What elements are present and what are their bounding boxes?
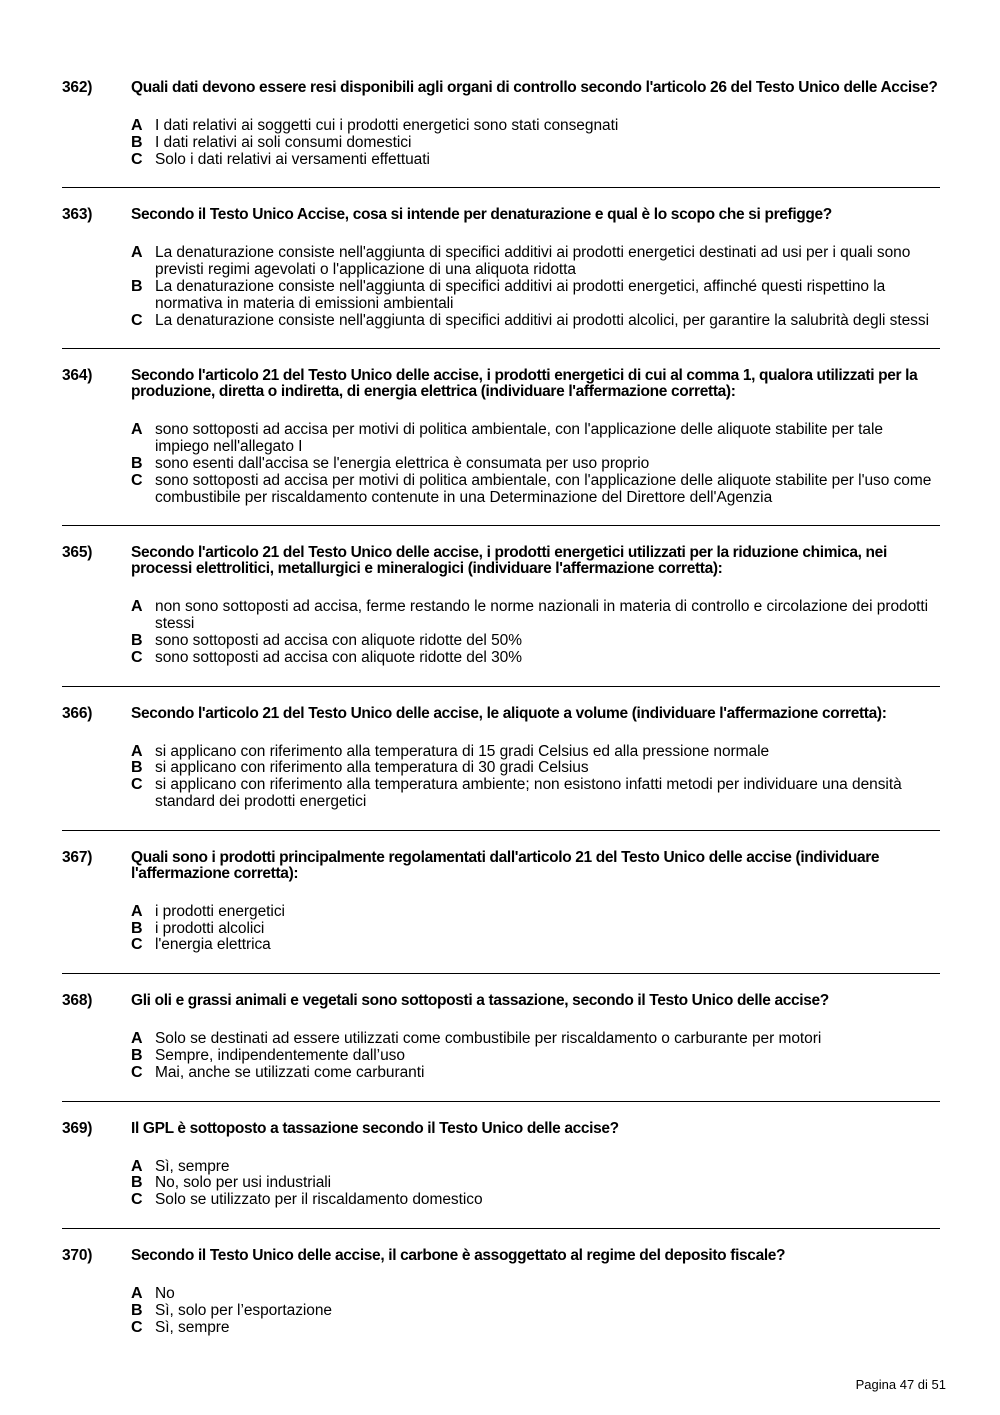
answer-letter: B [131,133,143,151]
answer-text: Sì, sempre [155,1157,230,1175]
answer-letter: B [131,454,143,472]
answer-letter: B [131,631,143,649]
question-header [62,850,940,882]
answer-text: I dati relativi ai soli consumi domestici [155,133,412,151]
answer-text: si applicano con riferimento alla temperatura di 30 gradi Celsius [155,759,589,777]
answer-letter: C [131,1063,143,1081]
answer-option [131,118,940,135]
answer-letter: A [131,902,143,920]
question-divider [62,1101,940,1102]
answer-text: l'energia elettrica [155,936,271,954]
question-text: Quali sono i prodotti principalmente regolamentati dall'articolo 21 del Testo Unico delle accise (individuare l'affermazione corretta): [131,848,880,882]
answer-letter: B [131,277,143,295]
answer-letter: C [131,936,143,954]
question-divider [62,525,940,526]
question-divider [62,830,940,831]
answer-text: Solo se utilizzato per il riscaldamento domestico [155,1191,483,1209]
answer-option [131,599,940,633]
answer-option [131,777,940,811]
question-text: Secondo l'articolo 21 del Testo Unico delle accise, i prodotti energetici di cui al comma 1, qualora utilizzati per la produzione, diretta o indiretta, di energia elettrica (individuare l'affermazione corretta): [131,367,918,401]
answer-option [131,633,940,650]
page-number: Pagina 47 di 51 [855,1377,946,1392]
answer-letter: B [131,919,143,937]
answer-option [131,279,940,313]
question-number: 365) [62,544,93,562]
answer-option [131,760,940,777]
answer-text: I dati relativi ai soggetti cui i prodotti energetici sono stati consegnati [155,117,619,134]
question-number: 362) [62,79,93,96]
answer-option [131,422,940,456]
question-block [62,207,940,329]
question-text: Quali dati devono essere resi disponibili agli organi di controllo secondo l'articolo 26 del Testo Unico delle Accise? [131,79,938,96]
answer-list [62,118,940,168]
answer-option [131,1031,940,1048]
answer-option [131,1286,940,1303]
answer-text: sono sottoposti ad accisa per motivi di politica ambientale, con l'applicazione delle aliquote stabilite per tale impiego nell'allegato I [155,421,883,456]
question-divider [62,973,940,974]
answer-letter: C [131,648,143,666]
answer-text: Sì, solo per l’esportazione [155,1301,332,1319]
question-block [62,1248,940,1336]
answer-letter: C [131,150,143,168]
answer-option [131,744,940,761]
answer-option [131,1048,940,1065]
answer-option [131,1159,940,1176]
question-block [62,706,940,811]
answer-letter: C [131,311,143,329]
answer-list [62,245,940,329]
answer-list [62,599,940,666]
answer-text: Sempre, indipendentemente dall’uso [155,1046,405,1064]
question-divider [62,1228,940,1229]
question-number: 364) [62,367,93,385]
answer-text: No, solo per usi industriali [155,1174,332,1192]
answer-option [131,650,940,667]
answer-letter: C [131,776,143,794]
answer-option [131,904,940,921]
question-text: Secondo l'articolo 21 del Testo Unico delle accise, i prodotti energetici utilizzati per la riduzione chimica, nei processi elettrolitici, metallurgici e mineralogici (individuare l'affermazione corretta): [131,544,887,578]
answer-list [62,1159,940,1209]
answer-letter: A [131,1284,143,1302]
question-divider [62,348,940,349]
answer-list [62,1286,940,1336]
question-block [62,545,940,666]
question-block [62,368,940,506]
answer-option [131,937,940,954]
answer-list [62,1031,940,1081]
answer-option [131,135,940,152]
answer-option [131,1065,940,1082]
question-list [62,80,940,1336]
answer-list [62,904,940,954]
answer-letter: B [131,1301,143,1319]
answer-letter: A [131,421,143,439]
question-header [62,993,940,1009]
question-header [62,545,940,577]
answer-letter: B [131,1174,143,1192]
question-block [62,1121,940,1209]
answer-option [131,1192,940,1209]
answer-text: sono sottoposti ad accisa con aliquote ridotte del 30% [155,648,522,666]
question-header [62,706,940,722]
question-text: Secondo il Testo Unico delle accise, il carbone è assoggettato al regime del deposito fiscale? [131,1246,786,1264]
answer-letter: A [131,1030,143,1048]
question-number: 366) [62,704,93,722]
answer-letter: A [131,598,143,616]
answer-text: i prodotti energetici [155,902,285,920]
question-text: Gli oli e grassi animali e vegetali sono sottoposti a tassazione, secondo il Testo Unico delle accise? [131,992,829,1010]
answer-text: sono sottoposti ad accisa con aliquote ridotte del 50% [155,631,522,649]
question-number: 363) [62,206,93,224]
question-number: 369) [62,1119,93,1137]
answer-option [131,1175,940,1192]
question-number: 370) [62,1246,93,1264]
answer-text: Mai, anche se utilizzati come carburanti [155,1063,425,1081]
answer-letter: C [131,471,143,489]
question-header [62,80,940,96]
question-header [62,1248,940,1264]
answer-list [62,422,940,506]
answer-letter: A [131,244,143,262]
question-text: Il GPL è sottoposto a tassazione secondo il Testo Unico delle accise? [131,1119,619,1137]
answer-option [131,245,940,279]
question-text: Secondo l'articolo 21 del Testo Unico delle accise, le aliquote a volume (individuare l'affermazione corretta): [131,704,887,722]
answer-text: La denaturazione consiste nell'aggiunta di specifici additivi ai prodotti energetici destinati ad usi per i quali sono previsti regimi agevolati o l'applicazione di una aliquota ridotta [155,244,911,279]
question-divider [62,187,940,188]
answer-text: No [155,1284,175,1302]
answer-option [131,152,940,169]
question-block [62,80,940,168]
answer-text: Solo i dati relativi ai versamenti effettuati [155,150,430,168]
answer-text: si applicano con riferimento alla temperatura ambiente; non esistono infatti metodi per individuare una densità standard dei prodotti energetici [155,776,902,810]
question-text: Secondo il Testo Unico Accise, cosa si intende per denaturazione e qual è lo scopo che si prefigge? [131,206,832,224]
answer-letter: B [131,759,143,777]
question-divider [62,686,940,687]
question-number: 367) [62,848,93,866]
answer-letter: C [131,1191,143,1209]
question-header [62,1121,940,1137]
question-header [62,207,940,223]
answer-option [131,1303,940,1320]
answer-option [131,473,940,507]
answer-option [131,313,940,330]
answer-text: i prodotti alcolici [155,919,265,937]
answer-text: La denaturazione consiste nell'aggiunta di specifici additivi ai prodotti energetici, affinché questi rispettino la normativa in materia di emissioni ambientali [155,277,886,312]
answer-letter: C [131,1318,143,1336]
answer-text: Solo se destinati ad essere utilizzati come combustibile per riscaldamento o carburante per motori [155,1030,822,1048]
answer-option [131,1320,940,1337]
answer-text: si applicano con riferimento alla temperatura di 15 gradi Celsius ed alla pressione normale [155,742,770,760]
answer-text: non sono sottoposti ad accisa, ferme restando le norme nazionali in materia di controllo e circolazione dei prodotti stessi [155,598,929,633]
answer-option [131,456,940,473]
answer-letter: A [131,117,143,134]
answer-letter: A [131,742,143,760]
question-number: 368) [62,992,93,1010]
answer-text: Sì, sempre [155,1318,230,1336]
answer-list [62,744,940,811]
answer-option [131,921,940,938]
answer-text: La denaturazione consiste nell'aggiunta di specifici additivi ai prodotti alcolici, per garantire la salubrità degli stessi [155,311,929,329]
answer-text: sono esenti dall'accisa se l'energia elettrica è consumata per uso proprio [155,454,650,472]
question-block [62,993,940,1081]
question-header [62,368,940,400]
answer-letter: B [131,1046,143,1064]
answer-letter: A [131,1157,143,1175]
question-block [62,850,940,954]
answer-text: sono sottoposti ad accisa per motivi di politica ambientale, con l'applicazione delle aliquote stabilite per l'uso come combustibile per riscaldamento contenute in una Determinazione del Direttore dell'Agenzia [155,471,932,506]
